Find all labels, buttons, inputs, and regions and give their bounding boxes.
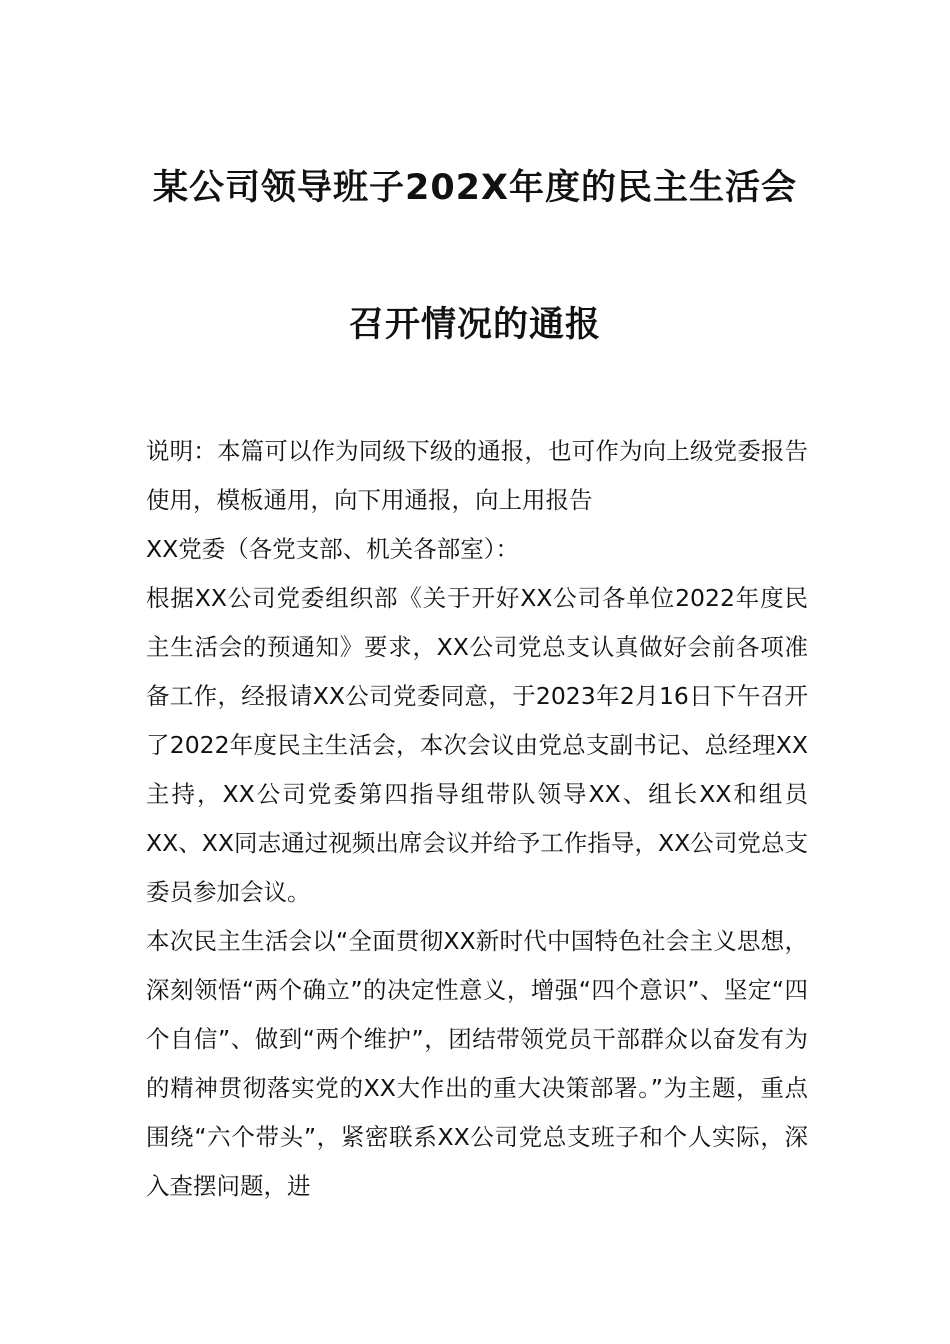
note-paragraph: 说明：本篇可以作为同级下级的通报，也可作为向上级党委报告使用，模板通用，向下用通报，向上用报告 [146, 437, 808, 514]
document-body [146, 427, 808, 1211]
body-paragraph-1: 根据XX公司党委组织部《关于开好XX公司各单位2022年度民主生活会的预通知》要求，XX公司党总支认真做好会前各项准备工作，经报请XX公司党委同意，于2023年2月16日下午召开了2022年度民主生活会，本次会议由党总支副书记、总经理XX主持，XX公司党委第四指导组带队领导XX、组长XX和组员XX、XX同志通过视频出席会议并给予工作指导，XX公司党总支委员参加会议。 [146, 584, 808, 906]
document-title-line-1: 某公司领导班子202X年度的民主生活会 [152, 168, 798, 208]
salutation-paragraph: XX党委（各党支部、机关各部室）： [146, 535, 519, 563]
body-paragraph-2: 本次民主生活会以“全面贯彻XX新时代中国特色社会主义思想，深刻领悟“两个确立”的决定性意义，增强“四个意识”、坚定“四个自信”、做到“两个维护”，团结带领党员干部群众以奋发有为的精神贯彻落实党的XX大作出的重大决策部署。”为主题，重点围绕“六个带头”，紧密联系XX公司党总支班子和个人实际，深入查摆问题，进 [146, 927, 808, 1200]
document-title-line-2: 召开情况的通报 [348, 305, 601, 345]
